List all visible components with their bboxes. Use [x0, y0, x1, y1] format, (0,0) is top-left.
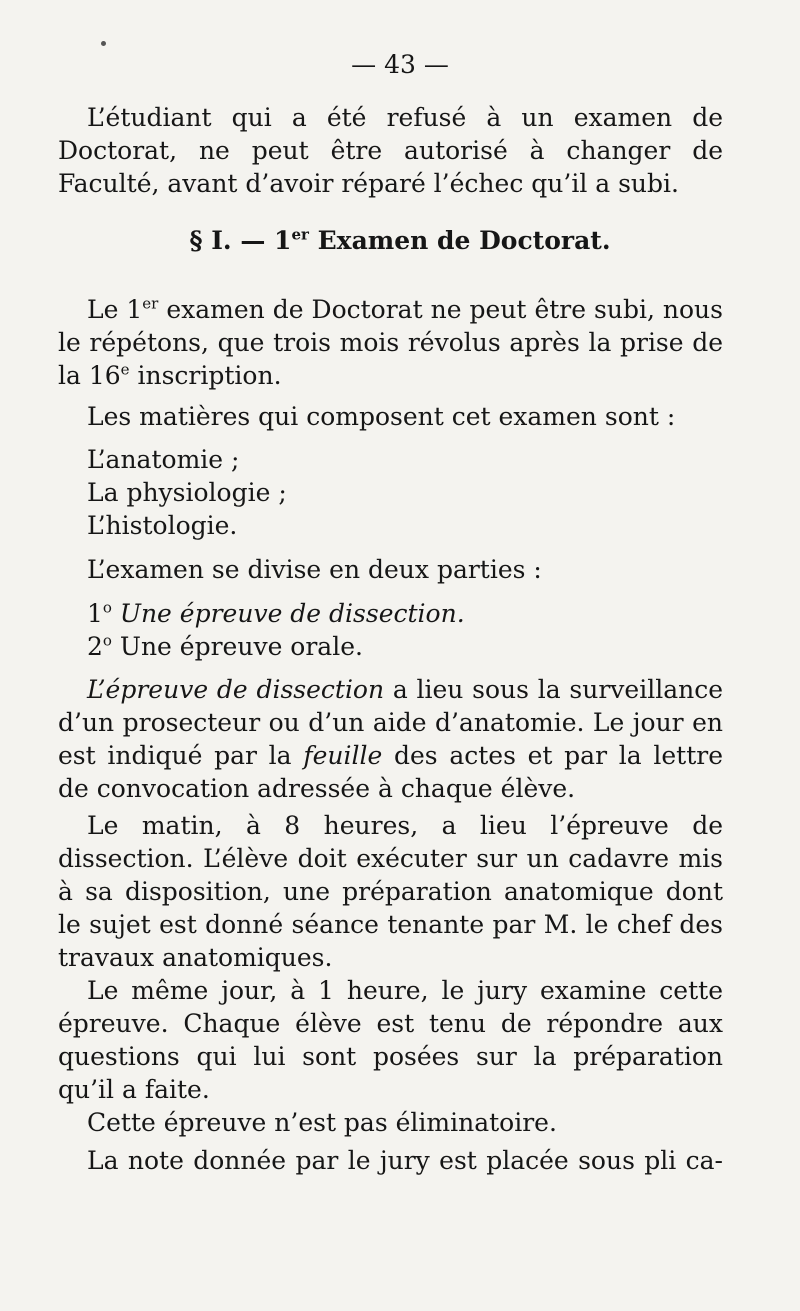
- matiere-item: L’anatomie ;: [87, 445, 240, 474]
- text-run: Le: [87, 295, 127, 324]
- superscript: o: [102, 631, 112, 650]
- paragraph-dissection: [58, 673, 723, 805]
- matiere-item: L’histologie.: [87, 511, 238, 540]
- paragraph-delay: [58, 293, 723, 392]
- matiere-item: La physiologie ;: [87, 478, 287, 507]
- section-ordinal: 1: [274, 226, 292, 255]
- matieres-intro: Les matières qui composent cet examen sont :: [87, 402, 676, 431]
- list-text: Une épreuve de dissection.: [111, 599, 465, 628]
- text-run: inscription.: [129, 361, 282, 390]
- section-heading: [0, 224, 800, 257]
- partie-item-dissection: [87, 597, 465, 630]
- paragraph-jour: Le même jour, à 1 heure, le jury examine cette épreuve. Chaque élève est tenu de répondre aux questions qui lui sont posées sur la préparation qu’il a faite.: [58, 976, 723, 1104]
- list-text: Une épreuve orale.: [111, 632, 363, 661]
- paragraph-matin: Le matin, à 8 heures, a lieu l’épreuve de dissection. L’élève doit exécuter sur un cadavre mis à sa disposition, une préparation anatomique dont le sujet est donné séance tenante par M. le chef des travaux anatomiques.: [58, 811, 723, 972]
- superscript: er: [142, 294, 159, 313]
- page-number: — 43 —: [351, 50, 449, 79]
- italic-run: feuille: [303, 741, 383, 770]
- paragraph-note: La note donnée par le jury est placée sous pli ca-: [87, 1146, 723, 1175]
- paragraph-eliminatoire: Cette épreuve n’est pas éliminatoire.: [87, 1108, 557, 1137]
- text-run: examen de Doctorat ne peut être subi, nous le répétons, que trois mois révolus après la prise de la: [58, 295, 723, 390]
- section-ordinal-sup: er: [291, 225, 309, 244]
- partie-item-orale: [87, 630, 363, 663]
- superscript: o: [102, 598, 112, 617]
- ink-speck: [101, 41, 106, 46]
- list-number: 1: [87, 599, 103, 628]
- text-run: 16: [88, 361, 121, 390]
- superscript: e: [120, 360, 130, 379]
- text-run: a lieu sous la surveillance d’un prosecteur ou d’un aide d’anatomie. Le jour en est indiqué par la: [58, 675, 723, 770]
- list-number: 2: [87, 632, 103, 661]
- intro-paragraph: L’étudiant qui a été refusé à un examen de Doctorat, ne peut être autorisé à changer de Faculté, avant d’avoir réparé l’échec qu’il a subi.: [58, 103, 723, 198]
- section-title: Examen de Doctorat.: [308, 226, 611, 255]
- italic-run: L’épreuve de dissection: [87, 675, 385, 704]
- parties-intro: L’examen se divise en deux parties :: [87, 555, 542, 584]
- section-prefix: § I. —: [189, 226, 275, 255]
- text-run: 1: [126, 295, 143, 324]
- text-run: des actes et par la lettre de convocation adressée à chaque élève.: [58, 741, 723, 803]
